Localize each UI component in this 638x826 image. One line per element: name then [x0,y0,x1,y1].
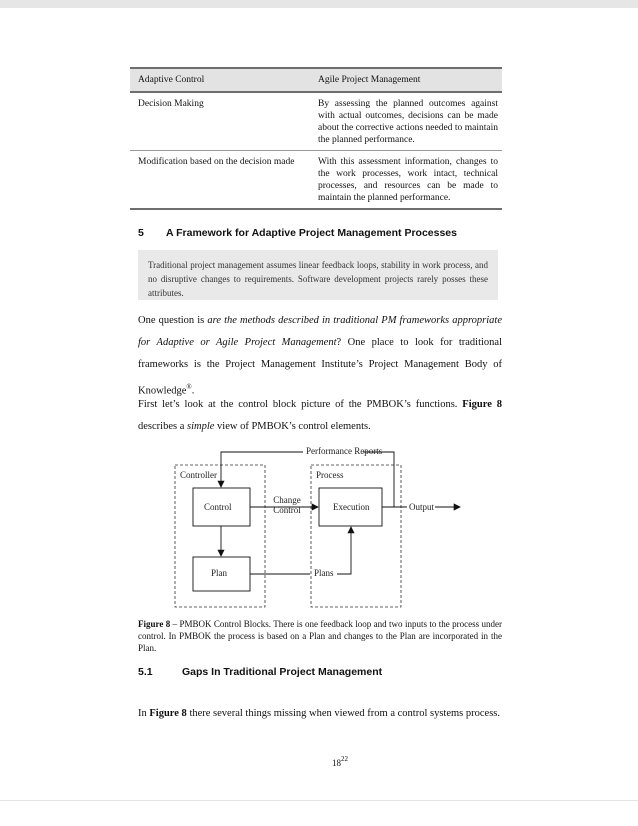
text: describes a [138,421,187,432]
table-row [130,93,502,151]
subsection-heading [138,666,382,678]
table-cell: Modification based on the decision made [138,157,295,167]
text: First let’s look at the control block picture of the PMBOK’s functions. [138,399,463,410]
note-box: Traditional project management assumes linear feedback loops, stability in work process, and no disruptive changes to requirements. Software development projects rarely posses these attributes. [138,250,498,300]
bottom-divider [0,800,638,801]
header-adaptive-control: Adaptive Control [138,75,205,85]
control-block: Control [204,502,232,512]
text: In [138,708,150,719]
page-number [332,755,348,768]
figure-reference: Figure 8 [149,708,187,719]
text: . [191,385,195,397]
section-number: 5 [138,227,144,239]
table-header [130,67,502,93]
subsection-title: Gaps In Traditional Project Management [182,666,383,678]
change-control-label [272,495,302,515]
paragraph [138,394,502,438]
page-number-superscript: 22 [341,755,348,763]
figure-caption [138,618,502,654]
top-bar [0,0,638,8]
page-number-value: 18 [332,758,341,768]
text: view of PMBOK’s control elements. [214,421,371,432]
italic-text: are the methods described in traditional PM frameworks appropriate for Adaptive or Agile Project Management [138,315,502,348]
section-heading [138,227,457,239]
caption-label: Figure 8 [138,619,171,629]
pmbok-control-diagram [138,440,502,615]
header-agile-pm: Agile Project Management [318,75,421,85]
table-cell: By assessing the planned outcomes against with actual outcomes, decisions can be made about the corrective actions needed to maintain the planned performance. [318,99,498,145]
text: there several things missing when viewed from a control systems process. [186,708,500,719]
comparison-table [130,67,502,210]
process-label: Process [316,470,344,480]
registered-mark: ® [186,383,192,391]
paragraph [138,310,502,403]
output-label: Output [409,502,435,512]
table-cell: With this assessment information, changes to the work processes, work intact, technical processes, and resources can be made to maintain the planned performance. [318,157,498,203]
performance-reports-label: Performance Reports [306,446,383,456]
subsection-number: 5.1 [138,666,153,678]
text: ? One place to look for traditional frameworks is the Project Management Institute’s Project Management Body of Knowledge [138,337,502,397]
plans-label: Plans [314,568,334,578]
caption-text: – PMBOK Control Blocks. There is one feedback loop and two inputs to the process under control. In PMBOK the process is based on a Plan and changes to the Plan are incorporated in the Plan. [138,619,502,653]
change-control-line-1: Change [273,495,301,505]
paragraph [138,703,502,725]
section-title: A Framework for Adaptive Project Management Processes [166,227,457,239]
table-cell: Decision Making [138,99,204,109]
execution-block: Execution [333,502,370,512]
figure-reference: Figure 8 [462,399,502,410]
table-row [130,151,502,210]
italic-text: simple [186,421,215,432]
change-control-line-2: Control [273,505,301,515]
plan-block: Plan [211,568,228,578]
diagram-lines [138,440,502,615]
text: One question is [138,315,208,326]
controller-label: Controller [180,470,217,480]
